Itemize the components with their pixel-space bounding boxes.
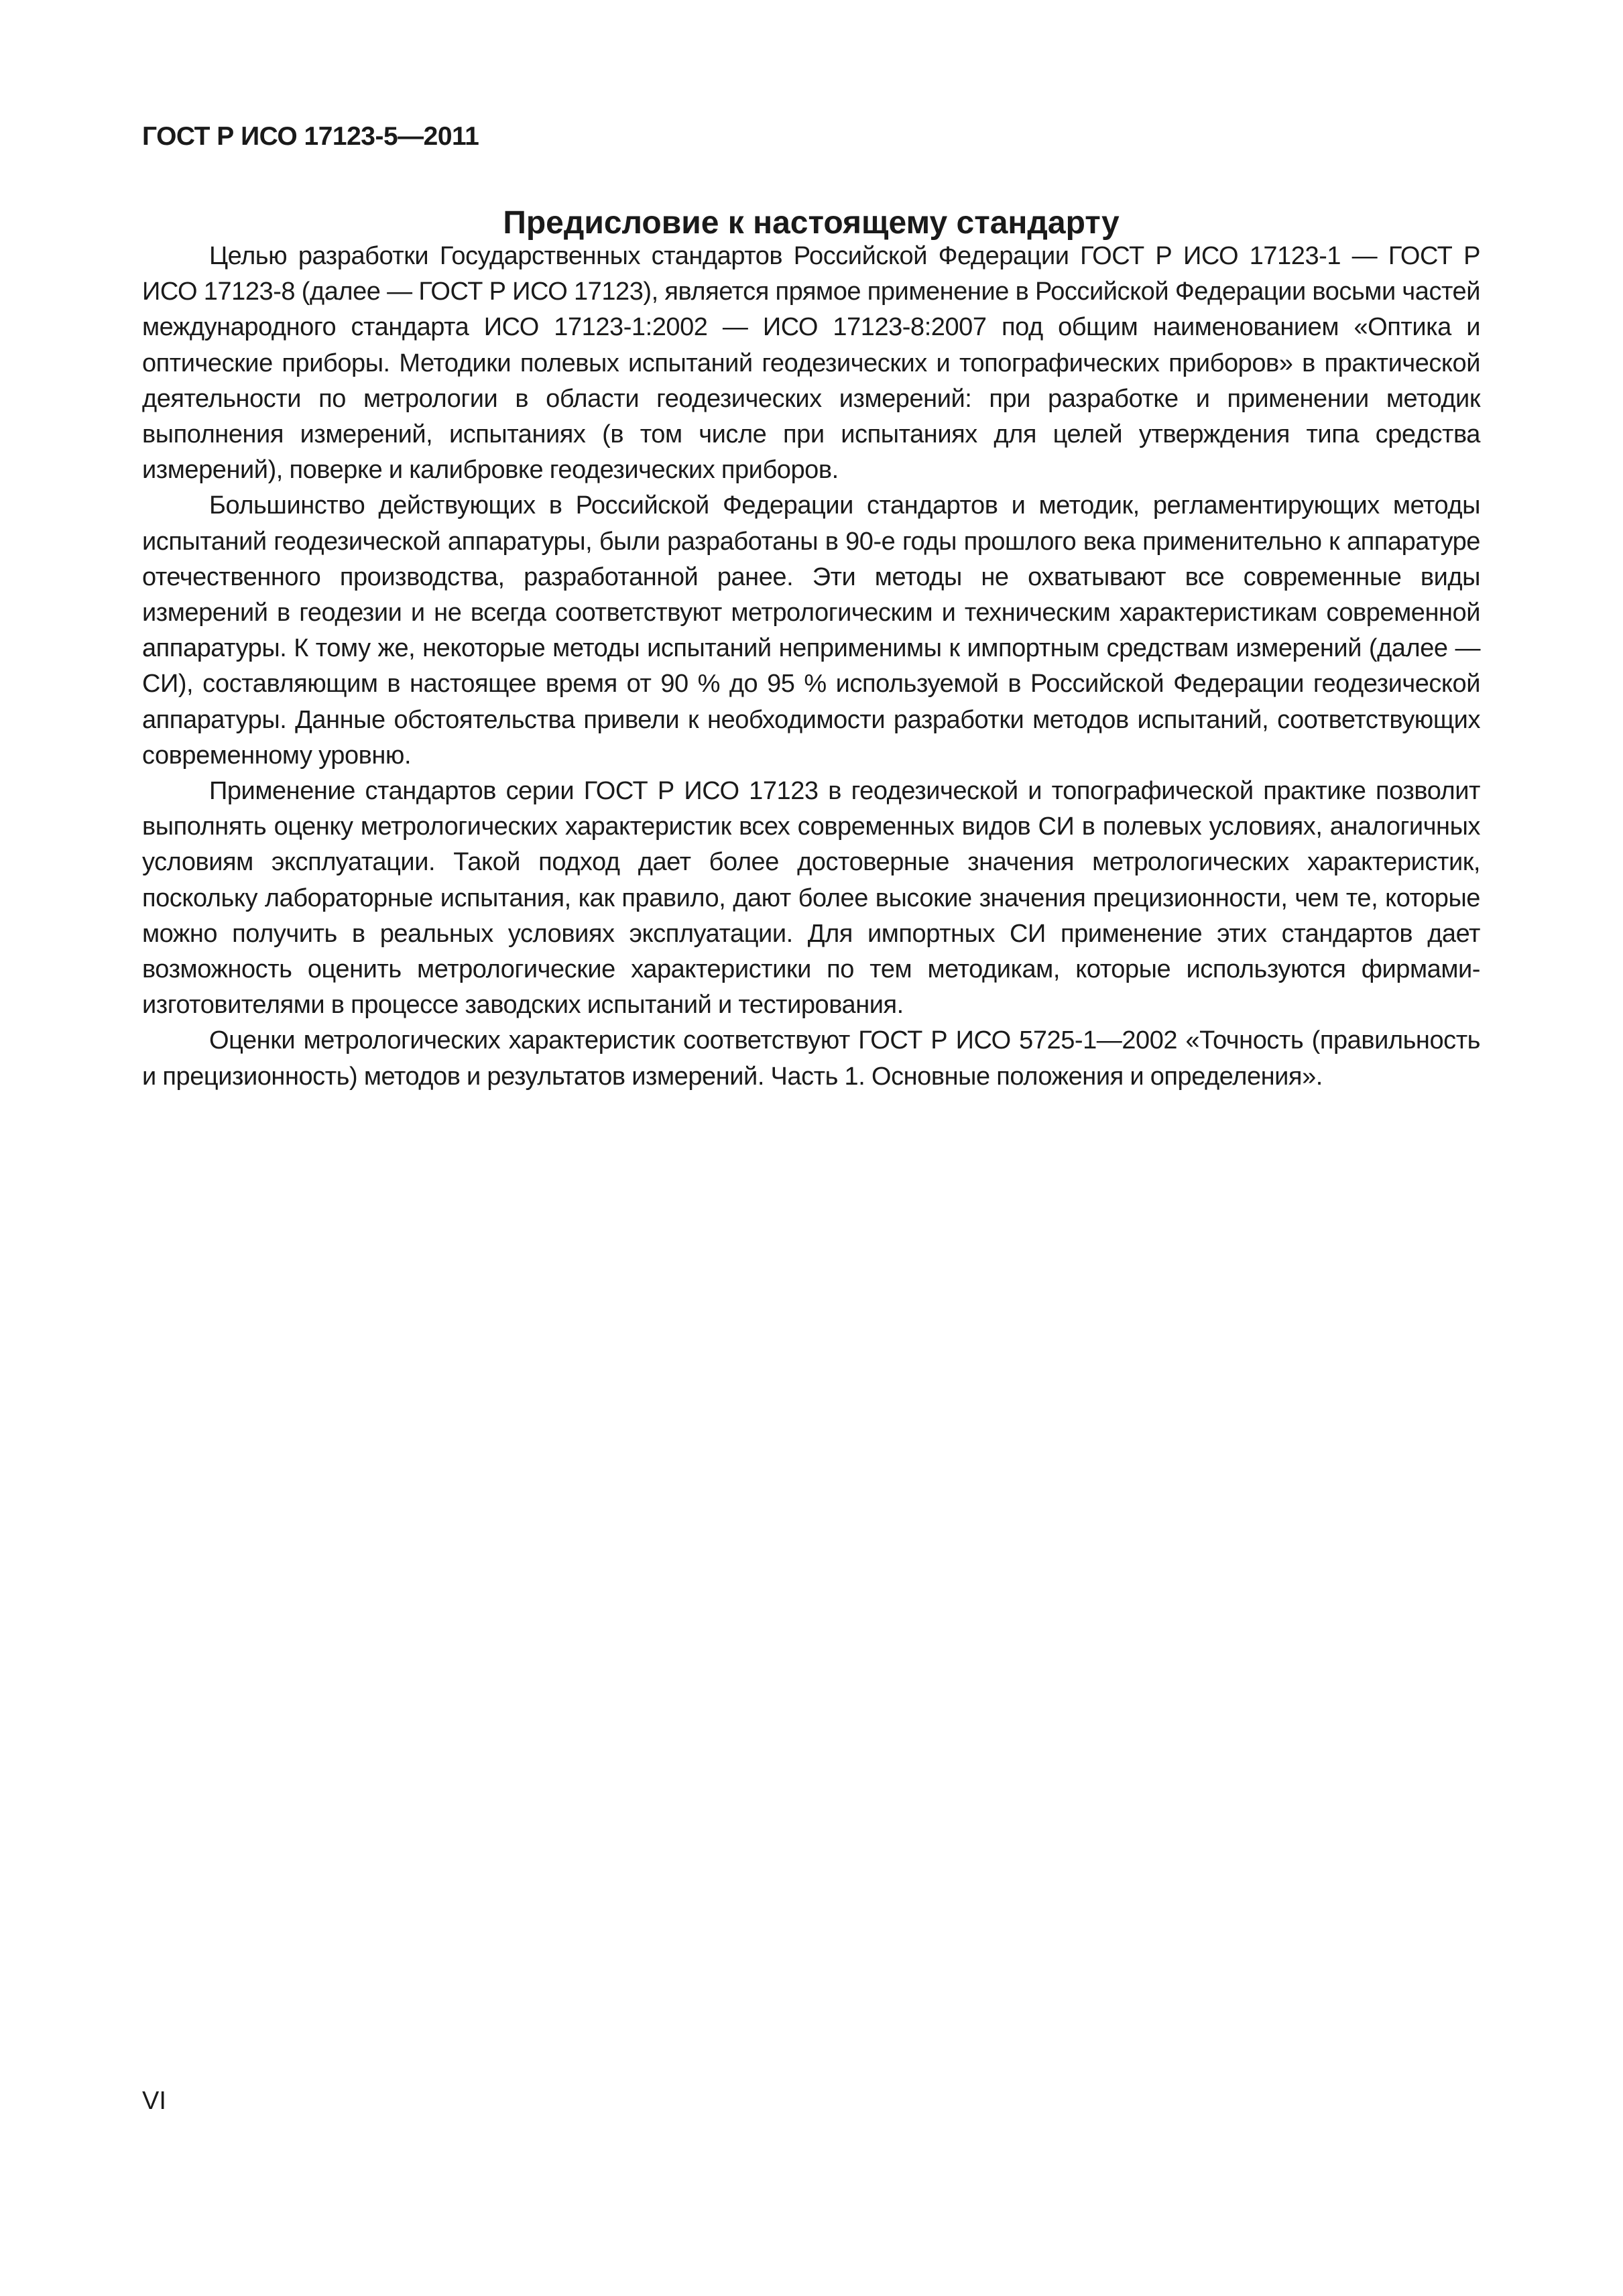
paragraph-application: Применение стандартов серии ГОСТ Р ИСО 17123 в геодезической и топографической практике позволит выполнять оценку метрологических характеристик всех современных видов СИ в полевых условиях, аналогичных условиям эксплуатации. Такой подход дает более достоверные значения метрологических характеристик, поскольку лабораторные испытания, как правило, дают более высокие значения прецизионности, чем те, которые можно получить в реальных условиях эксплуатации. Для импортных СИ применение этих стандартов дает возможность оценить метрологические характеристики по тем методикам, которые используются фирмами-изготовителями в процессе заводских испытаний и тестирования. bbox=[142, 777, 1480, 1020]
paragraph-purpose: Целью разработки Государственных стандартов Российской Федерации ГОСТ Р ИСО 17123-1 — ГОСТ Р ИСО 17123-8 (далее — ГОСТ Р ИСО 17123), является прямое применение в Российской Федерации восьми частей международного стандарта ИСО 17123-1:2002 — ИСО 17123-8:2007 под общим наименованием «Оптика и оптические приборы. Методики полевых испытаний геодезических и топографических приборов» в практической деятельности по метрологии в области геодезических измерений: при разработке и применении методик выполнения измерений, испытаниях (в том числе при испытаниях для целей утверждения типа средства измерений), поверке и калибровке геодезических приборов. bbox=[142, 242, 1480, 485]
document-code-header: ГОСТ Р ИСО 17123-5—2011 bbox=[142, 122, 479, 151]
preface-body bbox=[142, 239, 1480, 1095]
paragraph-evaluation: Оценки метрологических характеристик соответствуют ГОСТ Р ИСО 5725-1—2002 «Точность (правильность и прецизионность) методов и результатов измерений. Часть 1. Основные положения и определения». bbox=[142, 1026, 1480, 1091]
paragraph-existing-methods: Большинство действующих в Российской Федерации стандартов и методик, регламентирующих методы испытаний геодезической аппаратуры, были разработаны в 90-е годы прошлого века применительно к аппаратуре отечественного производства, разработанной ранее. Эти методы не охватывают все современные виды измерений в геодезии и не всегда соответствуют метрологическим и техническим характеристикам современной аппаратуры. К тому же, некоторые методы испытаний неприменимы к импортным средствам измерений (далее — СИ), составляющим в настоящее время от 90 % до 95 % используемой в Российской Федерации геодезической аппаратуры. Данные обстоятельства привели к необходимости разработки методов испытаний, соответствующих современному уровню. bbox=[142, 491, 1480, 770]
section-title: Предисловие к настоящему стандарту bbox=[503, 205, 1120, 241]
page-number: VI bbox=[142, 2087, 166, 2115]
